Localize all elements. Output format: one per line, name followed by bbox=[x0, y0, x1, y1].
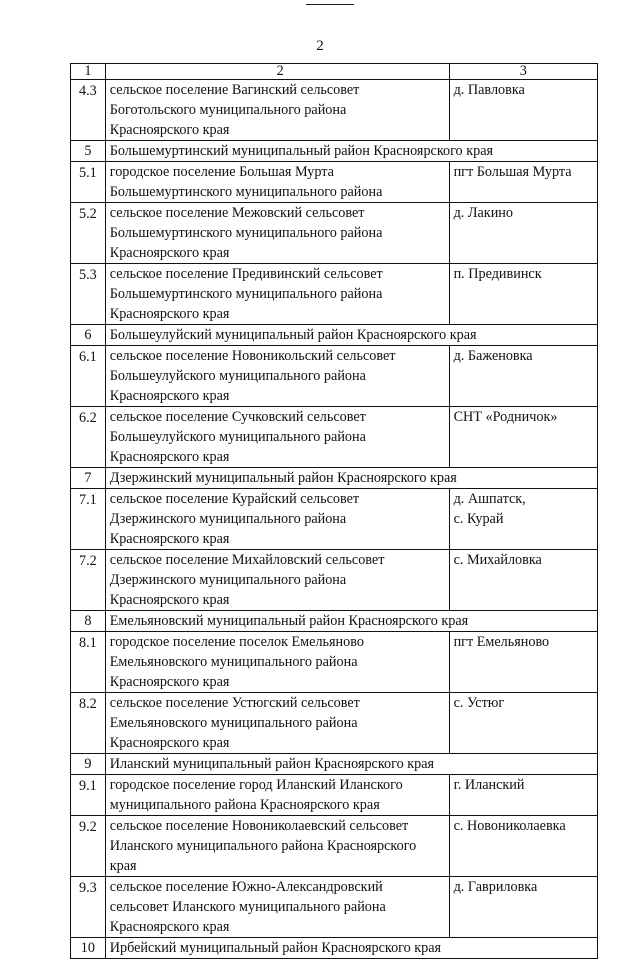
administrative-center: пгт Емельяново bbox=[449, 632, 597, 693]
row-number: 6.2 bbox=[71, 407, 106, 468]
row-number: 7.1 bbox=[71, 489, 106, 550]
district-name: Большеулуйский муниципальный район Красноярского края bbox=[105, 325, 597, 346]
district-row bbox=[71, 325, 598, 346]
row-number: 9 bbox=[71, 754, 106, 775]
table-header-row bbox=[71, 64, 598, 80]
header-line bbox=[306, 4, 354, 5]
settlement-name: городское поселение город Иланский Иланского муниципального района Красноярского края bbox=[105, 775, 449, 816]
district-name: Дзержинский муниципальный район Красноярского края bbox=[105, 468, 597, 489]
settlement-name: сельское поселение Курайский сельсовет Дзержинского муниципального района Красноярского края bbox=[105, 489, 449, 550]
district-name: Ирбейский муниципальный район Красноярского края bbox=[105, 938, 597, 959]
administrative-center: СНТ «Родничок» bbox=[449, 407, 597, 468]
settlements-table bbox=[70, 63, 598, 959]
column-header-1: 1 bbox=[71, 64, 106, 80]
administrative-center: п. Предивинск bbox=[449, 264, 597, 325]
settlement-row bbox=[71, 693, 598, 754]
row-number: 8.2 bbox=[71, 693, 106, 754]
settlement-name: сельское поселение Межовский сельсовет Большемуртинского муниципального района Красноярского края bbox=[105, 203, 449, 264]
administrative-center: д. Ашпатск, с. Курай bbox=[449, 489, 597, 550]
administrative-center: пгт Большая Мурта bbox=[449, 162, 597, 203]
settlement-name: сельское поселение Михайловский сельсовет Дзержинского муниципального района Красноярского края bbox=[105, 550, 449, 611]
settlement-row bbox=[71, 80, 598, 141]
settlement-row bbox=[71, 550, 598, 611]
administrative-center: с. Михайловка bbox=[449, 550, 597, 611]
administrative-center: д. Лакино bbox=[449, 203, 597, 264]
administrative-center: г. Иланский bbox=[449, 775, 597, 816]
row-number: 6.1 bbox=[71, 346, 106, 407]
row-number: 7 bbox=[71, 468, 106, 489]
administrative-center: д. Гавриловка bbox=[449, 877, 597, 938]
settlement-row bbox=[71, 407, 598, 468]
administrative-center: с. Новониколаевка bbox=[449, 816, 597, 877]
table-body bbox=[71, 64, 598, 959]
row-number: 5 bbox=[71, 141, 106, 162]
administrative-center: д. Баженовка bbox=[449, 346, 597, 407]
settlement-row bbox=[71, 264, 598, 325]
district-name: Емельяновский муниципальный район Красноярского края bbox=[105, 611, 597, 632]
district-row bbox=[71, 938, 598, 959]
column-header-2: 2 bbox=[105, 64, 449, 80]
settlement-name: городское поселение поселок Емельяново Емельяновского муниципального района Красноярского края bbox=[105, 632, 449, 693]
row-number: 7.2 bbox=[71, 550, 106, 611]
settlement-name: сельское поселение Новоникольский сельсовет Большеулуйского муниципального района Красноярского края bbox=[105, 346, 449, 407]
district-row bbox=[71, 611, 598, 632]
district-name: Иланский муниципальный район Красноярского края bbox=[105, 754, 597, 775]
row-number: 5.3 bbox=[71, 264, 106, 325]
settlement-name: сельское поселение Сучковский сельсовет Большеулуйского муниципального района Красноярского края bbox=[105, 407, 449, 468]
row-number: 8 bbox=[71, 611, 106, 632]
settlement-row bbox=[71, 203, 598, 264]
settlement-row bbox=[71, 162, 598, 203]
row-number: 9.1 bbox=[71, 775, 106, 816]
column-header-3: 3 bbox=[449, 64, 597, 80]
row-number: 4.3 bbox=[71, 80, 106, 141]
settlement-row bbox=[71, 877, 598, 938]
row-number: 8.1 bbox=[71, 632, 106, 693]
page-number: 2 bbox=[316, 38, 324, 54]
district-row bbox=[71, 141, 598, 162]
settlement-row bbox=[71, 816, 598, 877]
row-number: 6 bbox=[71, 325, 106, 346]
settlement-name: сельское поселение Южно-Александровский сельсовет Иланского муниципального района Красноярского края bbox=[105, 877, 449, 938]
settlement-name: сельское поселение Вагинский сельсовет Боготольского муниципального района Красноярского края bbox=[105, 80, 449, 141]
row-number: 9.3 bbox=[71, 877, 106, 938]
district-name: Большемуртинский муниципальный район Красноярского края bbox=[105, 141, 597, 162]
settlement-row bbox=[71, 775, 598, 816]
district-row bbox=[71, 468, 598, 489]
row-number: 5.1 bbox=[71, 162, 106, 203]
administrative-center: д. Павловка bbox=[449, 80, 597, 141]
district-row bbox=[71, 754, 598, 775]
administrative-center: с. Устюг bbox=[449, 693, 597, 754]
settlement-name: сельское поселение Новониколаевский сельсовет Иланского муниципального района Красноярского края bbox=[105, 816, 449, 877]
row-number: 10 bbox=[71, 938, 106, 959]
settlement-row bbox=[71, 346, 598, 407]
settlement-name: городское поселение Большая Мурта Большемуртинского муниципального района bbox=[105, 162, 449, 203]
settlement-row bbox=[71, 489, 598, 550]
settlement-name: сельское поселение Устюгский сельсовет Емельяновского муниципального района Красноярского края bbox=[105, 693, 449, 754]
settlement-row bbox=[71, 632, 598, 693]
row-number: 9.2 bbox=[71, 816, 106, 877]
row-number: 5.2 bbox=[71, 203, 106, 264]
settlement-name: сельское поселение Предивинский сельсовет Большемуртинского муниципального района Красноярского края bbox=[105, 264, 449, 325]
